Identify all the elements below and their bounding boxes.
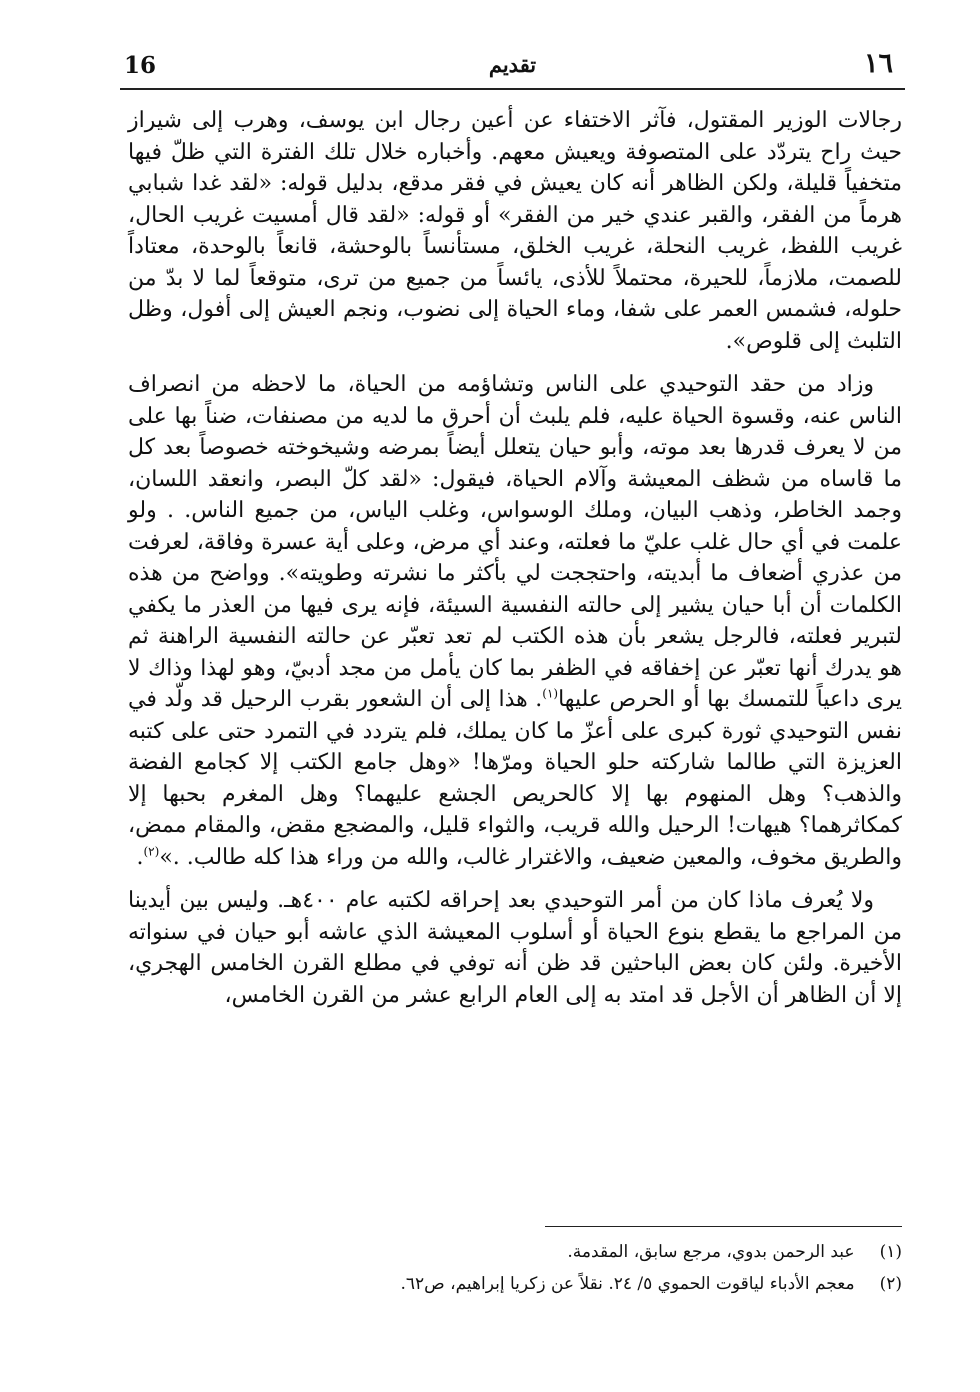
footnote-1 [128,1236,902,1268]
footnote-1-mark: (١) [879,1242,902,1262]
header-divider [120,88,905,90]
footnote-ref-1: (١) [542,686,559,701]
footnote-2-mark: (٢) [879,1274,902,1294]
paragraph-2 [128,369,902,873]
footnote-1-text: عبد الرحمن بدوي، مرجع سابق، المقدمة. [567,1242,855,1262]
footnote-divider [545,1226,902,1227]
main-text [128,105,902,1023]
footnote-ref-2: (٢) [143,844,160,859]
paragraph-2-end: . [136,844,144,870]
page-number-arabic: ١٦ [863,48,893,79]
footnotes [128,1236,902,1300]
footnote-2-text: معجم الأدباء لياقوت الحموي ٥/ ٢٤. نقلاً عن زكريا إبراهيم، ص٦٢. [400,1274,855,1294]
page-number-latin: 16 [124,52,157,79]
paragraph-1: رجالات الوزير المقتول، فآثر الاختفاء عن أعين رجال ابن يوسف، وهرب إلى شيراز حيث راح يتردّد على المتصوفة ويعيش معهم. وأخباره خلال تلك الفترة التي ظلّ فيها متخفياً قليلة، ولكن الظاهر أنه كان يعيش في فقر مدقع، بدليل قوله: «لقد غدا شبابي هرماً من الفقر، والقبر عندي خير من الفقر» أو قوله: «لقد قال أمسيت غريب الحال، غريب اللفظ، غريب النحلة، غريب الخلق، مستأنساً بالوحشة، قانعاً بالوحدة، معتاداً للصمت، ملازماً، للحيرة، محتملاً للأذى، يائساً من جميع من ترى، متوقعاً لما لا بدّ من حلوله، فشمس العمر على شفا، وماء الحياة إلى نضوب، ونجم العيش إلى أفول، وظل التلبث إلى قلوص». [128,108,902,354]
paragraph-2-continued: . هذا إلى أن الشعور بقرب الرحيل قد ولّد في نفس التوحيدي ثورة كبرى على أعزّ ما كان يملك، فلم يتردد في التمرد حتى على كتبه العزيزة التي طالما شاركته حلو الحياة ومرّها! «وهل جامع الكتب إلا كجامع الفضة والذهب؟ وهل المنهوم بها إلا كالحريص الجشع عليهما؟ وهل المغرم بحبها إلا كمكاثرهما؟ هيهات! الرحيل والله قريب، والثواء قليل، والمضجع مقض، والمقام ممض، والطريق مخوف، والمعين ضعيف، والاغترار غالب، والله من وراء هذا كله طالب. .» [128,687,903,870]
page-header [120,44,905,88]
paragraph-3: ولا يُعرف ماذا كان من أمر التوحيدي بعد إحراقه لكتبه عام ٤٠٠هـ. وليس بين أيدينا من المراجع ما يقطع بنوع الحياة أو أسلوب المعيشة الذي عاشه أبو حيان في سنواته الأخيرة. ولئن كان بعض الباحثين قد ظن أنه توفي في مطلع القرن الخامس الهجري، إلا أن الظاهر أن الأجل قد امتد به إلى العام الرابع عشر من القرن الخامس، [128,888,902,1008]
footnote-2 [128,1268,902,1300]
paragraph-2-text: وزاد من حقد التوحيدي على الناس وتشاؤمه من الحياة، ما لاحظه من انصراف الناس عنه، وقسوة الحياة عليه، فلم يلبث أن أحرق ما لديه من مصنفات، ضناً بها على من لا يعرف قدرها بعد موته، وأبو حيان يتعلل أيضاً بمرضه وشيخوخته خصوصاً بعد كل ما قاساه من شظف المعيشة وآلام الحياة، فيقول: «لقد كلّ البصر، وانعقد اللسان، وجمد الخاطر، وذهب البيان، وملك الوسواس، وغلب الياس، من جميع الناس. . ولو علمت في أي حال غلب عليّ ما فعلته، وعند أي مرض، وعلى أية عسرة وفاقة، لعرفت من عذري أضعاف ما أبديته، واحتججت لي بأكثر ما نشرته وطويته». وواضح من هذه الكلمات أن أبا حيان يشير إلى حالته النفسية السيئة، فإنه يرى فيها من العذر ما يكفي لتبرير فعلته، فالرجل يشعر بأن هذه الكتب لم تعد تعبّر عن حالته النفسية الراهنة ثم هو يدرك أنها تعبّر عن إخفاقه في الظفر بما كان يأمل من مجد أدبيّ، وهو لهذا وذاك لا يرى داعياً للتمسك بها أو الحرص عليها [128,372,903,712]
running-title: تقديم [488,52,537,77]
